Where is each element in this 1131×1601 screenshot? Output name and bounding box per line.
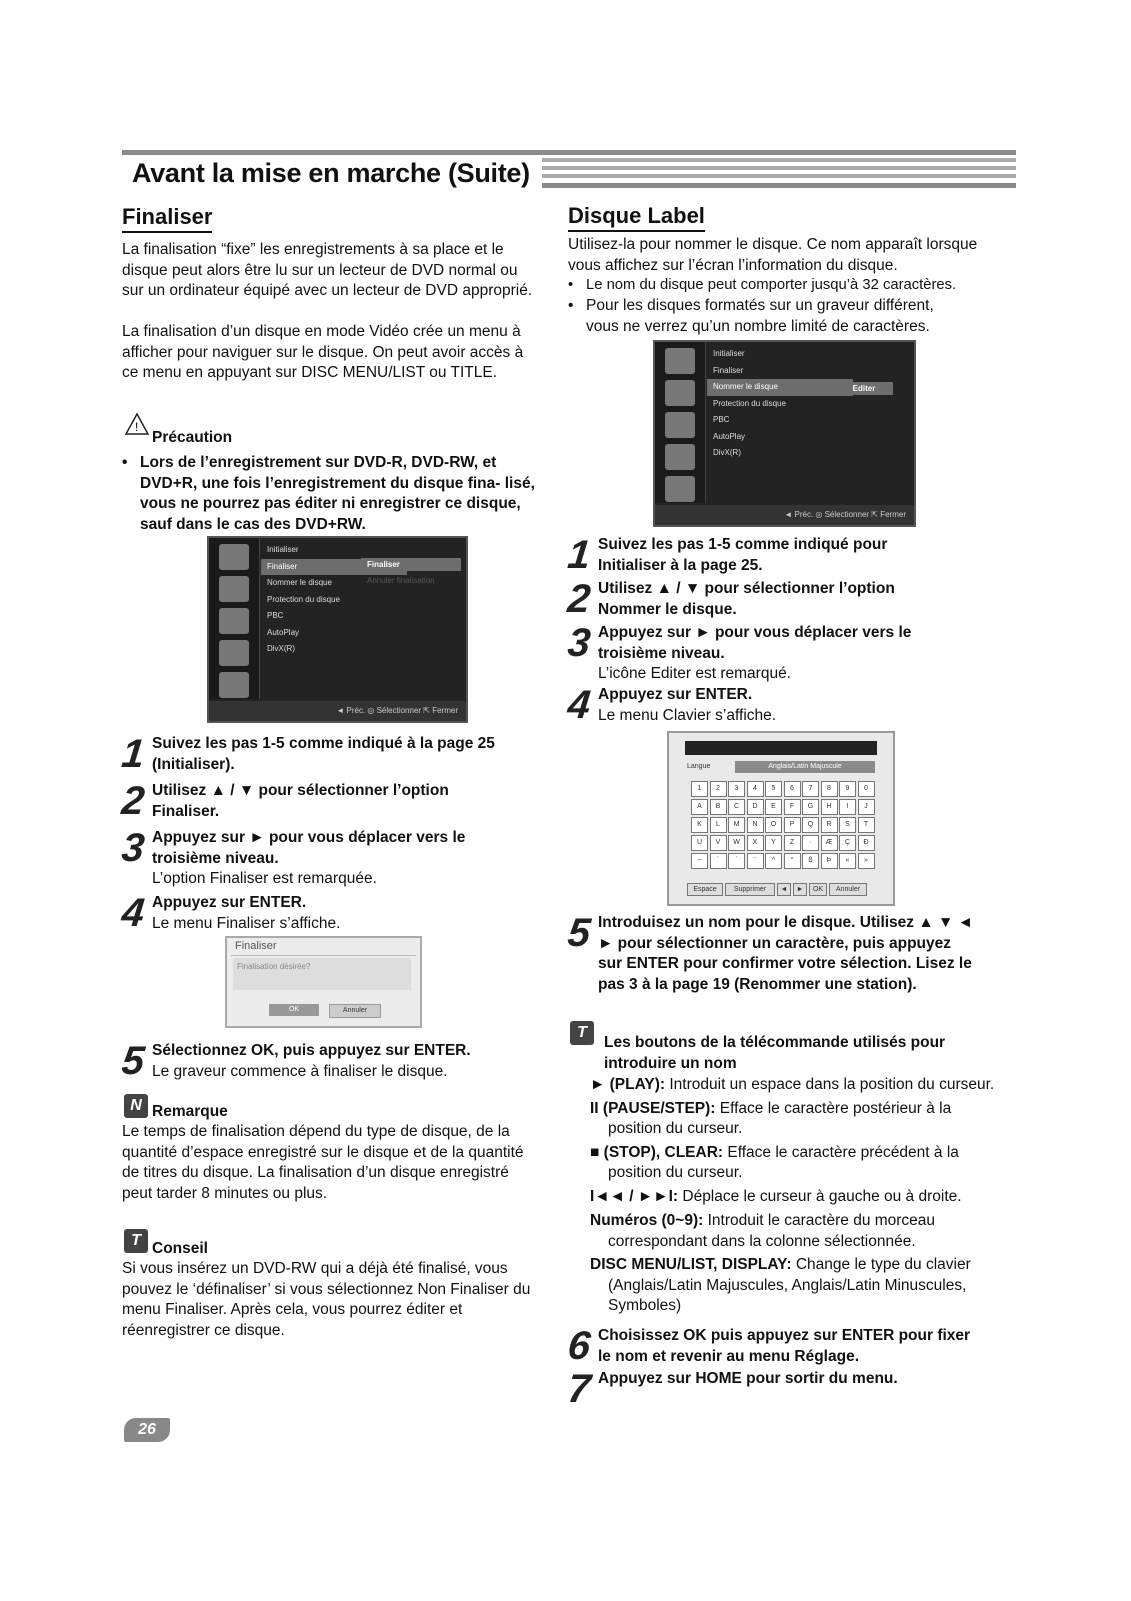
bullet-text: Le nom du disque peut comporter jusqu’à 32 caractères. — [586, 277, 957, 293]
keyboard-key: I — [839, 799, 856, 815]
menu-footer-bar: ◄ Préc. ◎ Sélectionner ⇱ Fermer — [209, 701, 466, 721]
remote-button-item — [590, 1075, 995, 1096]
name-input-field — [685, 741, 877, 755]
menu-item: DivX(R) — [713, 448, 741, 457]
step-text: Utilisez ▲ / ▼ pour sélectionner l’option Nommer le disque. — [598, 580, 895, 618]
finaliser-step-4 — [119, 891, 542, 937]
keyboard-key: P — [784, 817, 801, 833]
audio-icon — [665, 412, 695, 438]
setup-menu-screenshot-finaliser — [207, 536, 468, 723]
caution-text: Lors de l’enregistrement sur DVD-R, DVD-RW, et DVD+R, une fois l’enregistrement du disque fina- lisé, vous ne pourrez pas éditer ni enregistrer ce disque, sauf dans le cas des DVD+RW. — [140, 454, 535, 533]
label-step-2 — [565, 577, 988, 623]
keyboard-key: T — [858, 817, 875, 833]
tip-icon: T — [124, 1229, 148, 1253]
keyboard-language-label: Langue — [687, 763, 711, 770]
remote-button-item — [590, 1211, 995, 1252]
keyboard-key: G — [802, 799, 819, 815]
menu-item: Protection du disque — [713, 398, 786, 408]
dialog-message: Finalisation désirée? — [237, 962, 311, 971]
step-number: 5 — [565, 911, 593, 955]
keyboard-key: U — [691, 835, 708, 851]
label-step-4 — [565, 683, 988, 729]
keyboard-key: W — [728, 835, 745, 851]
bullet: • — [122, 454, 128, 471]
step-subtext: Le graveur commence à finaliser le disque. — [152, 1062, 448, 1080]
audio-icon — [219, 608, 249, 634]
keyboard-key: 3 — [728, 781, 745, 797]
keyboard-key: V — [710, 835, 727, 851]
remote-button-description: Change le type du clavier (Anglais/Latin Majuscules, Anglais/Latin Minuscules, Symboles) — [608, 1256, 971, 1314]
lock-icon — [219, 640, 249, 666]
label-step-3 — [565, 621, 988, 685]
keyboard-key: 5 — [765, 781, 782, 797]
keyboard-key: 1 — [691, 781, 708, 797]
step-number: 1 — [119, 732, 147, 776]
keyboard-key: N — [747, 817, 764, 833]
keyboard-key: ß — [802, 853, 819, 869]
finaliser-step-3 — [119, 826, 542, 890]
recording-icon — [665, 476, 695, 502]
page-title: Avant la mise en marche (Suite) — [122, 155, 542, 191]
remote-button-key: II (PAUSE/STEP): — [590, 1099, 716, 1117]
disc-icon — [665, 348, 695, 374]
finaliser-step-2 — [119, 779, 542, 825]
step-number: 1 — [565, 533, 593, 577]
menu-item: AutoPlay — [267, 627, 300, 637]
setup-menu-screenshot-nommer — [653, 340, 916, 527]
caution-item — [122, 453, 542, 535]
dialog-title: Finaliser — [235, 940, 277, 952]
finaliser-step-1 — [119, 732, 542, 778]
conseil-title: Conseil — [152, 1240, 208, 1257]
remote-button-description: Introduit le caractère du morceau correspondant dans la colonne sélectionnée. — [608, 1212, 936, 1250]
keyboard-key: D — [747, 799, 764, 815]
step-text: Appuyez sur ENTER. — [598, 686, 753, 703]
keyboard-key: ^ — [765, 853, 782, 869]
keyboard-bottom-button: ◄ — [777, 883, 791, 896]
step-number: 6 — [565, 1324, 593, 1368]
keyboard-key: H — [821, 799, 838, 815]
page-number-badge — [124, 1418, 170, 1442]
finaliser-dialog-screenshot — [225, 936, 422, 1028]
step-number: 4 — [565, 683, 593, 727]
keyboard-bottom-button: Espace — [687, 883, 723, 896]
menu-item: PBC — [713, 415, 730, 424]
keyboard-key: 4 — [747, 781, 764, 797]
keyboard-key: ° — [784, 853, 801, 869]
keyboard-key: « — [839, 853, 856, 869]
menu-list — [707, 346, 853, 462]
keyboard-key: Ð — [858, 835, 875, 851]
remote-button-description: Introduit un espace dans la position du curseur. — [669, 1076, 995, 1093]
step-text: Sélectionnez OK, puis appuyez sur ENTER. — [152, 1042, 471, 1059]
keyboard-key: R — [821, 817, 838, 833]
step-number: 4 — [119, 891, 147, 935]
step-text: Appuyez sur HOME pour sortir du menu. — [598, 1370, 898, 1387]
note-icon: N — [124, 1094, 148, 1118]
remote-button-description: Déplace le curseur à gauche ou à droite. — [682, 1187, 962, 1205]
menu-item: AutoPlay — [713, 431, 746, 441]
step-subtext: L’icône Editer est remarqué. — [598, 665, 791, 682]
step-number: 2 — [565, 577, 593, 621]
remote-button-key: I◄◄ / ►►I: — [590, 1187, 679, 1205]
language-icon — [665, 380, 695, 406]
keyboard-key: 6 — [784, 781, 801, 797]
keyboard-key: ¨ — [747, 853, 764, 869]
keyboard-key: Y — [765, 835, 782, 851]
keyboard-key: J — [858, 799, 875, 815]
keyboard-key: Þ — [821, 853, 838, 869]
keyboard-key: 2 — [710, 781, 727, 797]
keyboard-key: S — [839, 817, 856, 833]
label-step-1 — [565, 533, 988, 579]
menu-footer-bar: ◄ Préc. ◎ Sélectionner ⇱ Fermer — [655, 505, 914, 525]
bullet: • — [568, 277, 574, 293]
menu-icon-column — [209, 538, 260, 699]
step-text: Choisissez OK puis appuyez sur ENTER pour fixer le nom et revenir au menu Réglage. — [598, 1327, 971, 1365]
label-bullet-1 — [568, 275, 993, 296]
keyboard-key: Z — [784, 835, 801, 851]
step-text: Appuyez sur ENTER. — [152, 894, 307, 911]
menu-item: DivX(R) — [267, 644, 295, 653]
keyboard-key: ` — [710, 853, 727, 869]
remarque-title: Remarque — [152, 1103, 228, 1120]
step-number: 3 — [565, 621, 593, 665]
label-step-6 — [565, 1324, 988, 1370]
keyboard-key: L — [710, 817, 727, 833]
menu-option-highlighted: Finaliser — [361, 558, 461, 571]
language-icon — [219, 576, 249, 602]
remote-button-key: DISC MENU/LIST, DISPLAY: — [590, 1256, 792, 1273]
keyboard-key: M — [728, 817, 745, 833]
step-number: 5 — [119, 1039, 147, 1083]
menu-item-selected: Nommer le disque — [707, 379, 853, 396]
keyboard-bottom-button: Annuler — [829, 883, 867, 896]
menu-item: Nommer le disque — [267, 578, 332, 587]
step-number: 7 — [565, 1367, 593, 1411]
remote-button-description: Efface le caractère postérieur à la position du curseur. — [608, 1099, 952, 1137]
keyboard-key: » — [858, 853, 875, 869]
keyboard-key: A — [691, 799, 708, 815]
dialog-message-box — [233, 958, 411, 990]
keyboard-language-value: Anglais/Latin Majuscule — [735, 761, 875, 773]
keyboard-key: C — [728, 799, 745, 815]
keyboard-bottom-button: ► — [793, 883, 807, 896]
disc-icon — [219, 544, 249, 570]
finaliser-step-5 — [119, 1039, 542, 1085]
remarque-text: Le temps de finalisation dépend du type de disque, de la quantité d’espace enregistré sur le disque et de la quantité de titres du disque. La finalisation d’un disque enregistré peut tarder 8 minutes ou plus. — [122, 1123, 524, 1202]
step-text: Appuyez sur ► pour vous déplacer vers le troisième niveau. — [598, 624, 912, 662]
recording-icon — [219, 672, 249, 698]
dialog-ok-button: OK — [269, 1004, 319, 1016]
keyboard-key: ~ — [691, 853, 708, 869]
step-text: Suivez les pas 1-5 comme indiqué à la page 25 (Initialiser). — [152, 735, 495, 773]
menu-option-dim: Annuler finalisation — [367, 576, 435, 585]
remote-button-list — [590, 1075, 995, 1320]
disque-label-intro: Utilisez-la pour nommer le disque. Ce nom apparaît lorsque vous affichez sur l’écran l’information du disque. — [568, 236, 978, 274]
step-number: 2 — [119, 779, 147, 823]
keyboard-key: E — [765, 799, 782, 815]
caution-icon — [124, 412, 150, 441]
svg-text:!: ! — [135, 420, 139, 434]
step-text: Introduisez un nom pour le disque. Utilisez ▲ ▼ ◄ ► pour sélectionner un caractère, puis appuyez sur ENTER pour confirmer votre sélection. Lisez le pas 3 à la page 19 (Renommer une station). — [598, 914, 973, 993]
menu-item-selected: Finaliser — [261, 559, 407, 576]
keyboard-key: · — [802, 835, 819, 851]
remote-button-item — [590, 1187, 995, 1208]
step-text: Suivez les pas 1-5 comme indiqué pour Initialiser à la page 25. — [598, 536, 888, 574]
remote-button-key: ► (PLAY): — [590, 1076, 666, 1093]
page-number: 26 — [138, 1421, 156, 1438]
conseil-text: Si vous insérez un DVD-RW qui a déjà été finalisé, vous pouvez le ‘définaliser’ si vous sélectionnez Non Finaliser du menu Finaliser. Après cela, vous pourrez éditer et réenregistrer ce disque. — [122, 1260, 531, 1339]
keyboard-key: O — [765, 817, 782, 833]
keyboard-key: Q — [802, 817, 819, 833]
label-step-5 — [565, 911, 993, 1013]
keyboard-key: 9 — [839, 781, 856, 797]
keyboard-key: F — [784, 799, 801, 815]
menu-item: Finaliser — [713, 365, 744, 375]
menu-option-highlighted: Editer — [835, 382, 893, 395]
bullet-text: Pour les disques formatés sur un graveur différent, vous ne verrez qu’un nombre limité de caractères. — [586, 297, 934, 335]
dialog-cancel-button: Annuler — [329, 1004, 381, 1018]
menu-item: PBC — [267, 611, 284, 620]
remote-button-description: Efface le caractère précédent à la position du curseur. — [608, 1143, 959, 1181]
bullet: • — [568, 297, 574, 314]
finaliser-heading: Finaliser — [122, 204, 212, 233]
keyboard-key: Ç — [839, 835, 856, 851]
label-bullet-2 — [568, 296, 968, 337]
disque-label-heading: Disque Label — [568, 203, 705, 232]
lock-icon — [665, 444, 695, 470]
keyboard-screenshot — [667, 731, 895, 906]
keyboard-key: 8 — [821, 781, 838, 797]
keyboard-key: X — [747, 835, 764, 851]
keyboard-bottom-button: Supprimer — [725, 883, 775, 896]
label-step-7 — [565, 1367, 988, 1413]
finaliser-intro-2: La finalisation d’un disque en mode Vidéo crée un menu à afficher pour naviguer sur le disque. On peut avoir accès à ce menu en appuyant sur DISC MENU/LIST ou TITLE. — [122, 323, 524, 381]
menu-item: Initialiser — [267, 545, 299, 554]
keyboard-key: ´ — [728, 853, 745, 869]
remote-button-key: Numéros (0~9): — [590, 1212, 704, 1229]
step-text: Utilisez ▲ / ▼ pour sélectionner l’option Finaliser. — [152, 782, 449, 820]
keyboard-key: 7 — [802, 781, 819, 797]
menu-item: Protection du disque — [267, 594, 340, 604]
remote-button-item — [590, 1143, 995, 1184]
step-subtext: Le menu Finaliser s’affiche. — [152, 914, 341, 932]
step-subtext: L’option Finaliser est remarquée. — [152, 870, 377, 887]
finaliser-intro-1: La finalisation “fixe” les enregistrements à sa place et le disque peut alors être lu sur un lecteur de DVD normal ou sur un ordinateur équipé avec un lecteur de DVD approprié. — [122, 241, 533, 299]
menu-item: Initialiser — [713, 349, 745, 358]
step-text: Appuyez sur ► pour vous déplacer vers le troisième niveau. — [152, 829, 466, 867]
caution-title: Précaution — [152, 429, 233, 446]
menu-icon-column — [655, 342, 706, 503]
tip-title: Les boutons de la télécommande utilisés pour introduire un nom — [604, 1034, 946, 1072]
remote-button-item — [590, 1099, 995, 1140]
keyboard-key: B — [710, 799, 727, 815]
tip-icon: T — [570, 1021, 594, 1045]
dialog-divider — [231, 955, 416, 956]
keyboard-key: Æ — [821, 835, 838, 851]
keyboard-bottom-button: OK — [809, 883, 827, 896]
step-subtext: Le menu Clavier s’affiche. — [598, 706, 777, 724]
remote-button-key: ■ (STOP), CLEAR: — [590, 1143, 724, 1161]
remote-button-item — [590, 1255, 995, 1317]
step-number: 3 — [119, 826, 147, 870]
keyboard-key: K — [691, 817, 708, 833]
keyboard-key: 0 — [858, 781, 875, 797]
